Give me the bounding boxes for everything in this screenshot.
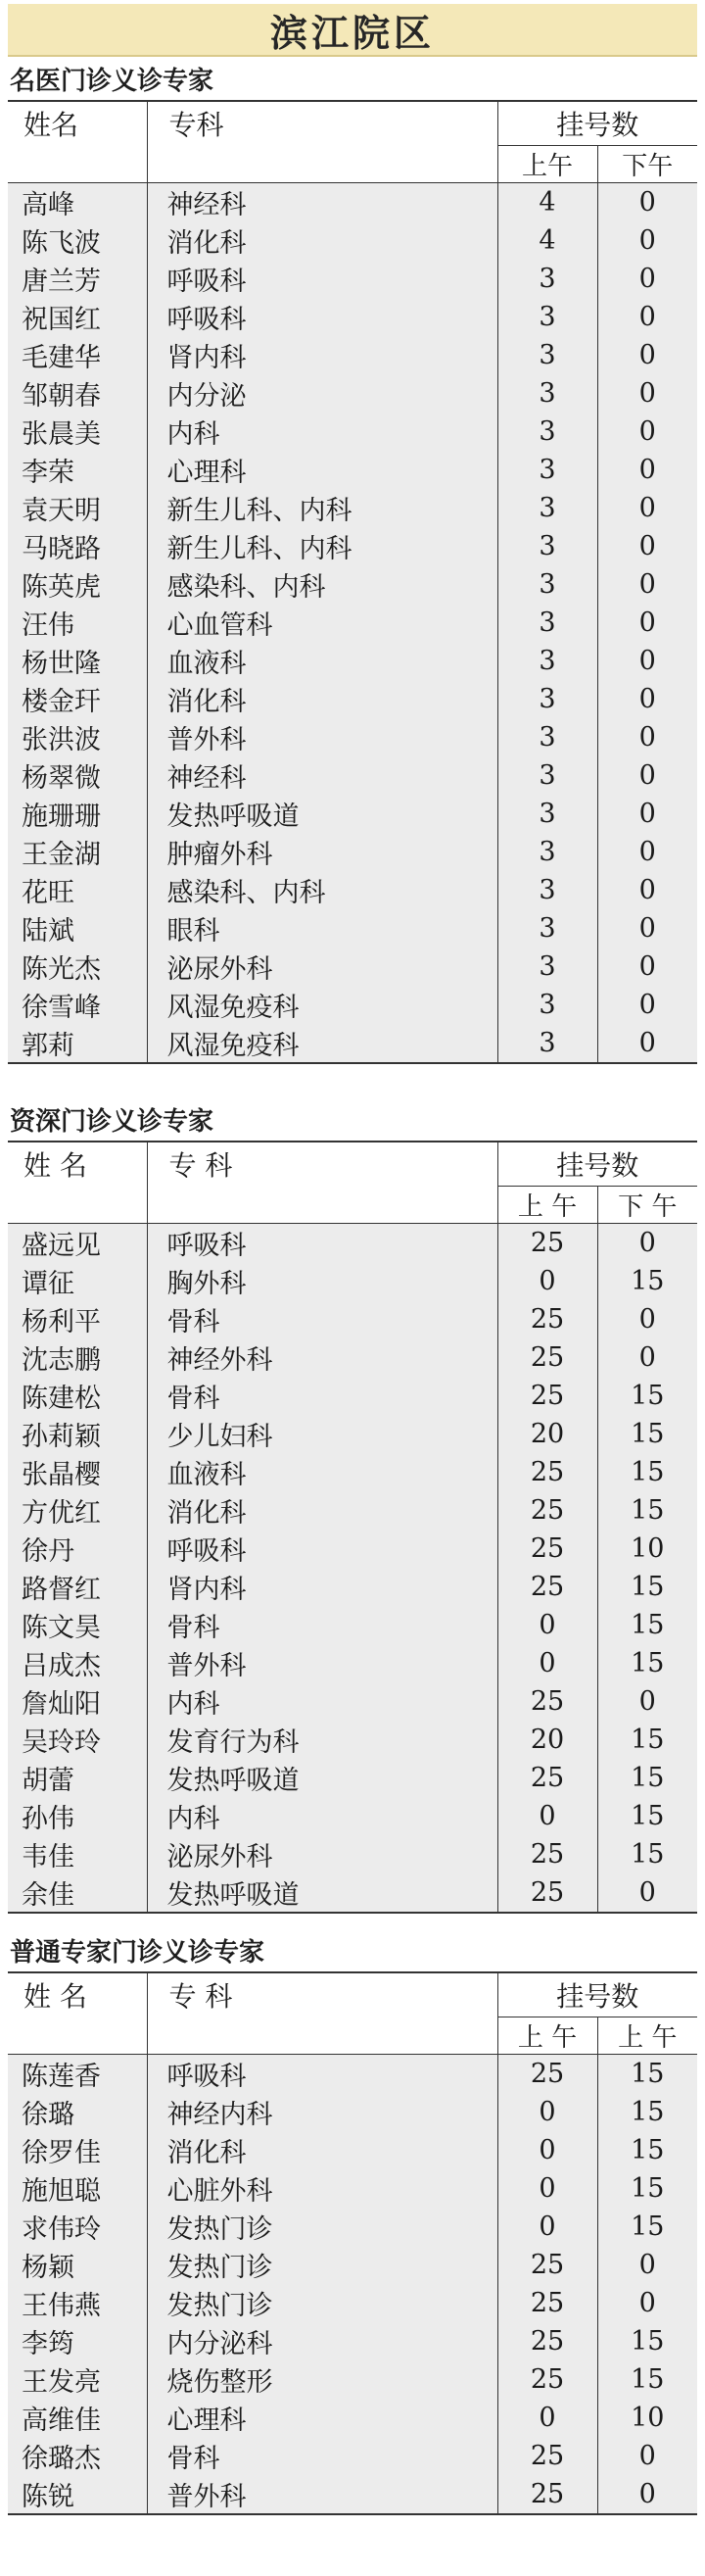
pm-count-cell: 15 [597, 2093, 697, 2131]
doctor-name-cell: 邹朝春 [8, 374, 147, 413]
doctor-name-cell: 陈锐 [8, 2475, 147, 2514]
doctor-name-cell: 盛远见 [8, 1224, 147, 1263]
specialty-cell: 骨科 [147, 2437, 497, 2475]
am-count-cell: 3 [497, 718, 597, 756]
table-row [8, 1300, 697, 1338]
table-row [8, 2055, 697, 2094]
table-row [8, 1682, 697, 1721]
pm-count-cell: 0 [597, 604, 697, 642]
specialty-cell: 感染科、内科 [147, 565, 497, 604]
specialty-cell: 消化科 [147, 221, 497, 260]
campus-title: 滨江院区 [269, 11, 435, 55]
pm-count-cell: 0 [597, 833, 697, 871]
col-header-am: 上 午 [497, 2017, 597, 2055]
pm-count-cell: 0 [597, 565, 697, 604]
doctor-name-cell: 杨世隆 [8, 642, 147, 680]
am-count-cell: 3 [497, 909, 597, 948]
specialty-cell: 眼科 [147, 909, 497, 948]
col-header-blank [8, 2017, 147, 2055]
pm-count-cell: 15 [597, 1568, 697, 1606]
col-header-blank [147, 2017, 497, 2055]
specialty-cell: 呼吸科 [147, 2055, 497, 2094]
col-header-blank [8, 146, 147, 183]
pm-count-cell: 15 [597, 2360, 697, 2399]
table-row [8, 1224, 697, 1263]
table-row [8, 756, 697, 795]
col-header-name: 姓 名 [8, 1972, 147, 2017]
doctor-name-cell: 祝国红 [8, 298, 147, 336]
specialty-cell: 神经科 [147, 183, 497, 222]
specialty-cell: 普外科 [147, 1644, 497, 1682]
pm-count-cell: 0 [597, 871, 697, 909]
pm-count-cell: 0 [597, 795, 697, 833]
specialty-cell: 风湿免疫科 [147, 986, 497, 1024]
doctor-name-cell: 王金湖 [8, 833, 147, 871]
doctor-name-cell: 谭征 [8, 1262, 147, 1300]
pm-count-cell: 0 [597, 489, 697, 527]
specialty-cell: 少儿妇科 [147, 1415, 497, 1453]
specialty-cell: 普外科 [147, 2475, 497, 2514]
specialty-cell: 内分泌 [147, 374, 497, 413]
table-row [8, 1644, 697, 1682]
col-header-pm: 上 午 [597, 2017, 697, 2055]
pm-count-cell: 15 [597, 2131, 697, 2169]
specialty-cell: 发热呼吸道 [147, 1873, 497, 1913]
doctor-name-cell: 陆斌 [8, 909, 147, 948]
am-count-cell: 3 [497, 336, 597, 374]
doctor-name-cell: 路督红 [8, 1568, 147, 1606]
am-count-cell: 3 [497, 756, 597, 795]
pm-count-cell: 0 [597, 336, 697, 374]
am-count-cell: 0 [497, 2399, 597, 2437]
table-row [8, 1024, 697, 1063]
am-count-cell: 3 [497, 795, 597, 833]
am-count-cell: 25 [497, 1453, 597, 1491]
pm-count-cell: 15 [597, 2169, 697, 2208]
pm-count-cell: 15 [597, 1721, 697, 1759]
doctor-name-cell: 孙莉颖 [8, 1415, 147, 1453]
pm-count-cell: 0 [597, 2284, 697, 2322]
am-count-cell: 0 [497, 2208, 597, 2246]
am-count-cell: 20 [497, 1721, 597, 1759]
specialty-cell: 泌尿外科 [147, 1835, 497, 1873]
doctor-name-cell: 徐雪峰 [8, 986, 147, 1024]
doctor-name-cell: 王发亮 [8, 2360, 147, 2399]
pm-count-cell: 0 [597, 1682, 697, 1721]
table-row [8, 413, 697, 451]
pm-count-cell: 0 [597, 1338, 697, 1377]
col-header-specialty: 专 科 [147, 1142, 497, 1187]
campus-banner [8, 4, 697, 57]
doctor-name-cell: 陈文昊 [8, 1606, 147, 1644]
doctor-name-cell: 李荣 [8, 451, 147, 489]
am-count-cell: 3 [497, 260, 597, 298]
pm-count-cell: 15 [597, 2055, 697, 2094]
am-count-cell: 0 [497, 1644, 597, 1682]
pm-count-cell: 15 [597, 1606, 697, 1644]
col-header-name: 姓 名 [8, 1142, 147, 1187]
am-count-cell: 25 [497, 1759, 597, 1797]
specialty-cell: 内科 [147, 413, 497, 451]
am-count-cell: 25 [497, 1530, 597, 1568]
table-row [8, 489, 697, 527]
table-row [8, 1568, 697, 1606]
am-count-cell: 25 [497, 1224, 597, 1263]
col-header-am: 上 午 [497, 1187, 597, 1224]
pm-count-cell: 0 [597, 1224, 697, 1263]
section-heading-senior: 资深门诊义诊专家 [10, 1107, 214, 1137]
specialty-cell: 新生儿科、内科 [147, 527, 497, 565]
table-row [8, 871, 697, 909]
am-count-cell: 3 [497, 374, 597, 413]
pm-count-cell: 15 [597, 1759, 697, 1797]
doctor-name-cell: 吕成杰 [8, 1644, 147, 1682]
table-row [8, 795, 697, 833]
section-heading-famous: 名医门诊义诊专家 [10, 67, 214, 96]
doctor-name-cell: 张晶樱 [8, 1453, 147, 1491]
doctor-name-cell: 花旺 [8, 871, 147, 909]
specialty-cell: 心血管科 [147, 604, 497, 642]
table-row [8, 451, 697, 489]
pm-count-cell: 0 [597, 298, 697, 336]
am-count-cell: 3 [497, 948, 597, 986]
doctor-name-cell: 毛建华 [8, 336, 147, 374]
am-count-cell: 25 [497, 2322, 597, 2360]
col-header-pm: 下午 [597, 146, 697, 183]
pm-count-cell: 15 [597, 2322, 697, 2360]
col-header-am: 上午 [497, 146, 597, 183]
pm-count-cell: 0 [597, 221, 697, 260]
am-count-cell: 25 [497, 2360, 597, 2399]
doctor-name-cell: 施珊珊 [8, 795, 147, 833]
am-count-cell: 25 [497, 2284, 597, 2322]
table-row [8, 2475, 697, 2514]
col-header-count: 挂号数 [497, 1972, 697, 2017]
pm-count-cell: 0 [597, 909, 697, 948]
famous-experts-table [8, 100, 697, 1064]
specialty-cell: 心理科 [147, 2399, 497, 2437]
table-row [8, 604, 697, 642]
specialty-cell: 呼吸科 [147, 1224, 497, 1263]
am-count-cell: 4 [497, 221, 597, 260]
specialty-cell: 胸外科 [147, 1262, 497, 1300]
table-row [8, 527, 697, 565]
specialty-cell: 血液科 [147, 642, 497, 680]
specialty-cell: 骨科 [147, 1377, 497, 1415]
pm-count-cell: 0 [597, 451, 697, 489]
pm-count-cell: 0 [597, 948, 697, 986]
pm-count-cell: 0 [597, 642, 697, 680]
table-row [8, 336, 697, 374]
specialty-cell: 新生儿科、内科 [147, 489, 497, 527]
am-count-cell: 3 [497, 489, 597, 527]
pm-count-cell: 0 [597, 718, 697, 756]
pm-count-cell: 0 [597, 183, 697, 222]
doctor-name-cell: 张洪波 [8, 718, 147, 756]
table-row [8, 2322, 697, 2360]
am-count-cell: 25 [497, 1873, 597, 1913]
specialty-cell: 肾内科 [147, 1568, 497, 1606]
general-experts-table [8, 1971, 697, 2515]
am-count-cell: 25 [497, 1377, 597, 1415]
pm-count-cell: 0 [597, 1024, 697, 1063]
table-row [8, 909, 697, 948]
specialty-cell: 神经内科 [147, 2093, 497, 2131]
doctor-name-cell: 陈莲香 [8, 2055, 147, 2094]
pm-count-cell: 15 [597, 2208, 697, 2246]
pm-count-cell: 0 [597, 986, 697, 1024]
pm-count-cell: 0 [597, 2475, 697, 2514]
pm-count-cell: 0 [597, 680, 697, 718]
pm-count-cell: 0 [597, 260, 697, 298]
doctor-name-cell: 陈英虎 [8, 565, 147, 604]
pm-count-cell: 15 [597, 1835, 697, 1873]
col-header-count: 挂号数 [497, 101, 697, 146]
specialty-cell: 内科 [147, 1682, 497, 1721]
am-count-cell: 3 [497, 527, 597, 565]
pm-count-cell: 0 [597, 2437, 697, 2475]
specialty-cell: 发热呼吸道 [147, 795, 497, 833]
am-count-cell: 25 [497, 1568, 597, 1606]
am-count-cell: 25 [497, 1338, 597, 1377]
table-row [8, 1835, 697, 1873]
table-row [8, 642, 697, 680]
pm-count-cell: 0 [597, 756, 697, 795]
doctor-name-cell: 徐璐杰 [8, 2437, 147, 2475]
specialty-cell: 骨科 [147, 1606, 497, 1644]
table-row [8, 1873, 697, 1913]
am-count-cell: 25 [497, 2475, 597, 2514]
specialty-cell: 心理科 [147, 451, 497, 489]
am-count-cell: 3 [497, 833, 597, 871]
am-count-cell: 3 [497, 986, 597, 1024]
table-row [8, 1377, 697, 1415]
pm-count-cell: 0 [597, 1873, 697, 1913]
table-row [8, 2360, 697, 2399]
pm-count-cell: 15 [597, 1453, 697, 1491]
table-row [8, 2208, 697, 2246]
doctor-name-cell: 杨翠微 [8, 756, 147, 795]
doctor-name-cell: 杨利平 [8, 1300, 147, 1338]
table-row [8, 1530, 697, 1568]
table-row [8, 1721, 697, 1759]
col-header-specialty: 专 科 [147, 1972, 497, 2017]
col-header-blank [8, 1187, 147, 1224]
specialty-cell: 发育行为科 [147, 1721, 497, 1759]
table-row [8, 1606, 697, 1644]
specialty-cell: 神经外科 [147, 1338, 497, 1377]
specialty-cell: 消化科 [147, 1491, 497, 1530]
specialty-cell: 呼吸科 [147, 260, 497, 298]
table-row [8, 1491, 697, 1530]
am-count-cell: 0 [497, 2169, 597, 2208]
table-row [8, 986, 697, 1024]
specialty-cell: 肿瘤外科 [147, 833, 497, 871]
doctor-name-cell: 吴玲玲 [8, 1721, 147, 1759]
table-row [8, 2399, 697, 2437]
table-row [8, 718, 697, 756]
pm-count-cell: 15 [597, 1377, 697, 1415]
am-count-cell: 25 [497, 1682, 597, 1721]
specialty-cell: 烧伤整形 [147, 2360, 497, 2399]
doctor-name-cell: 徐璐 [8, 2093, 147, 2131]
doctor-name-cell: 杨颖 [8, 2246, 147, 2284]
pm-count-cell: 10 [597, 1530, 697, 1568]
doctor-name-cell: 陈光杰 [8, 948, 147, 986]
specialty-cell: 内科 [147, 1797, 497, 1835]
doctor-name-cell: 陈飞波 [8, 221, 147, 260]
col-header-count: 挂号数 [497, 1142, 697, 1187]
doctor-name-cell: 施旭聪 [8, 2169, 147, 2208]
doctor-name-cell: 韦佳 [8, 1835, 147, 1873]
pm-count-cell: 0 [597, 374, 697, 413]
specialty-cell: 发热门诊 [147, 2208, 497, 2246]
am-count-cell: 0 [497, 2131, 597, 2169]
table-row [8, 565, 697, 604]
table-row [8, 948, 697, 986]
table-row [8, 2131, 697, 2169]
am-count-cell: 25 [497, 2246, 597, 2284]
am-count-cell: 0 [497, 1606, 597, 1644]
am-count-cell: 3 [497, 871, 597, 909]
am-count-cell: 20 [497, 1415, 597, 1453]
pm-count-cell: 0 [597, 413, 697, 451]
am-count-cell: 0 [497, 1262, 597, 1300]
pm-count-cell: 0 [597, 1300, 697, 1338]
senior-experts-table [8, 1141, 697, 1914]
doctor-name-cell: 詹灿阳 [8, 1682, 147, 1721]
am-count-cell: 25 [497, 2055, 597, 2094]
doctor-name-cell: 徐罗佳 [8, 2131, 147, 2169]
doctor-name-cell: 张晨美 [8, 413, 147, 451]
specialty-cell: 呼吸科 [147, 298, 497, 336]
table-row [8, 2169, 697, 2208]
am-count-cell: 3 [497, 413, 597, 451]
pm-count-cell: 15 [597, 1262, 697, 1300]
doctor-name-cell: 楼金玕 [8, 680, 147, 718]
am-count-cell: 3 [497, 451, 597, 489]
table-row [8, 833, 697, 871]
table-row [8, 183, 697, 222]
doctor-name-cell: 徐丹 [8, 1530, 147, 1568]
table-row [8, 680, 697, 718]
doctor-name-cell: 沈志鹏 [8, 1338, 147, 1377]
doctor-name-cell: 李筠 [8, 2322, 147, 2360]
doctor-name-cell: 高维佳 [8, 2399, 147, 2437]
table-row [8, 1262, 697, 1300]
doctor-name-cell: 郭莉 [8, 1024, 147, 1063]
specialty-cell: 神经科 [147, 756, 497, 795]
table-row [8, 1797, 697, 1835]
am-count-cell: 3 [497, 642, 597, 680]
table-row [8, 1338, 697, 1377]
specialty-cell: 呼吸科 [147, 1530, 497, 1568]
col-header-pm: 下 午 [597, 1187, 697, 1224]
specialty-cell: 内分泌科 [147, 2322, 497, 2360]
am-count-cell: 3 [497, 565, 597, 604]
doctor-name-cell: 孙伟 [8, 1797, 147, 1835]
pm-count-cell: 15 [597, 1797, 697, 1835]
am-count-cell: 3 [497, 680, 597, 718]
doctor-name-cell: 陈建松 [8, 1377, 147, 1415]
table-row [8, 2437, 697, 2475]
doctor-name-cell: 唐兰芳 [8, 260, 147, 298]
doctor-name-cell: 余佳 [8, 1873, 147, 1913]
am-count-cell: 0 [497, 2093, 597, 2131]
specialty-cell: 肾内科 [147, 336, 497, 374]
table-row [8, 298, 697, 336]
col-header-specialty: 专科 [147, 101, 497, 146]
table-row [8, 2284, 697, 2322]
specialty-cell: 心脏外科 [147, 2169, 497, 2208]
pm-count-cell: 15 [597, 1415, 697, 1453]
specialty-cell: 血液科 [147, 1453, 497, 1491]
doctor-name-cell: 袁天明 [8, 489, 147, 527]
doctor-name-cell: 马晓路 [8, 527, 147, 565]
table-row [8, 260, 697, 298]
pm-count-cell: 0 [597, 527, 697, 565]
am-count-cell: 3 [497, 1024, 597, 1063]
specialty-cell: 泌尿外科 [147, 948, 497, 986]
am-count-cell: 25 [497, 1491, 597, 1530]
section-heading-general: 普通专家门诊义诊专家 [10, 1938, 265, 1968]
specialty-cell: 消化科 [147, 680, 497, 718]
am-count-cell: 0 [497, 1797, 597, 1835]
am-count-cell: 4 [497, 183, 597, 222]
specialty-cell: 发热门诊 [147, 2246, 497, 2284]
table-row [8, 1415, 697, 1453]
pm-count-cell: 15 [597, 1491, 697, 1530]
specialty-cell: 消化科 [147, 2131, 497, 2169]
pm-count-cell: 10 [597, 2399, 697, 2437]
am-count-cell: 3 [497, 604, 597, 642]
pm-count-cell: 0 [597, 2246, 697, 2284]
specialty-cell: 普外科 [147, 718, 497, 756]
doctor-name-cell: 求伟玲 [8, 2208, 147, 2246]
col-header-blank [147, 1187, 497, 1224]
table-row [8, 221, 697, 260]
doctor-name-cell: 胡蕾 [8, 1759, 147, 1797]
table-row [8, 1759, 697, 1797]
table-row [8, 1453, 697, 1491]
specialty-cell: 感染科、内科 [147, 871, 497, 909]
specialty-cell: 骨科 [147, 1300, 497, 1338]
table-row [8, 2093, 697, 2131]
col-header-name: 姓名 [8, 101, 147, 146]
am-count-cell: 25 [497, 1300, 597, 1338]
specialty-cell: 发热呼吸道 [147, 1759, 497, 1797]
table-row [8, 2246, 697, 2284]
doctor-name-cell: 方优红 [8, 1491, 147, 1530]
specialty-cell: 风湿免疫科 [147, 1024, 497, 1063]
am-count-cell: 25 [497, 1835, 597, 1873]
doctor-name-cell: 王伟燕 [8, 2284, 147, 2322]
am-count-cell: 3 [497, 298, 597, 336]
table-row [8, 374, 697, 413]
specialty-cell: 发热门诊 [147, 2284, 497, 2322]
doctor-name-cell: 汪伟 [8, 604, 147, 642]
col-header-blank [147, 146, 497, 183]
pm-count-cell: 15 [597, 1644, 697, 1682]
am-count-cell: 25 [497, 2437, 597, 2475]
doctor-name-cell: 高峰 [8, 183, 147, 222]
